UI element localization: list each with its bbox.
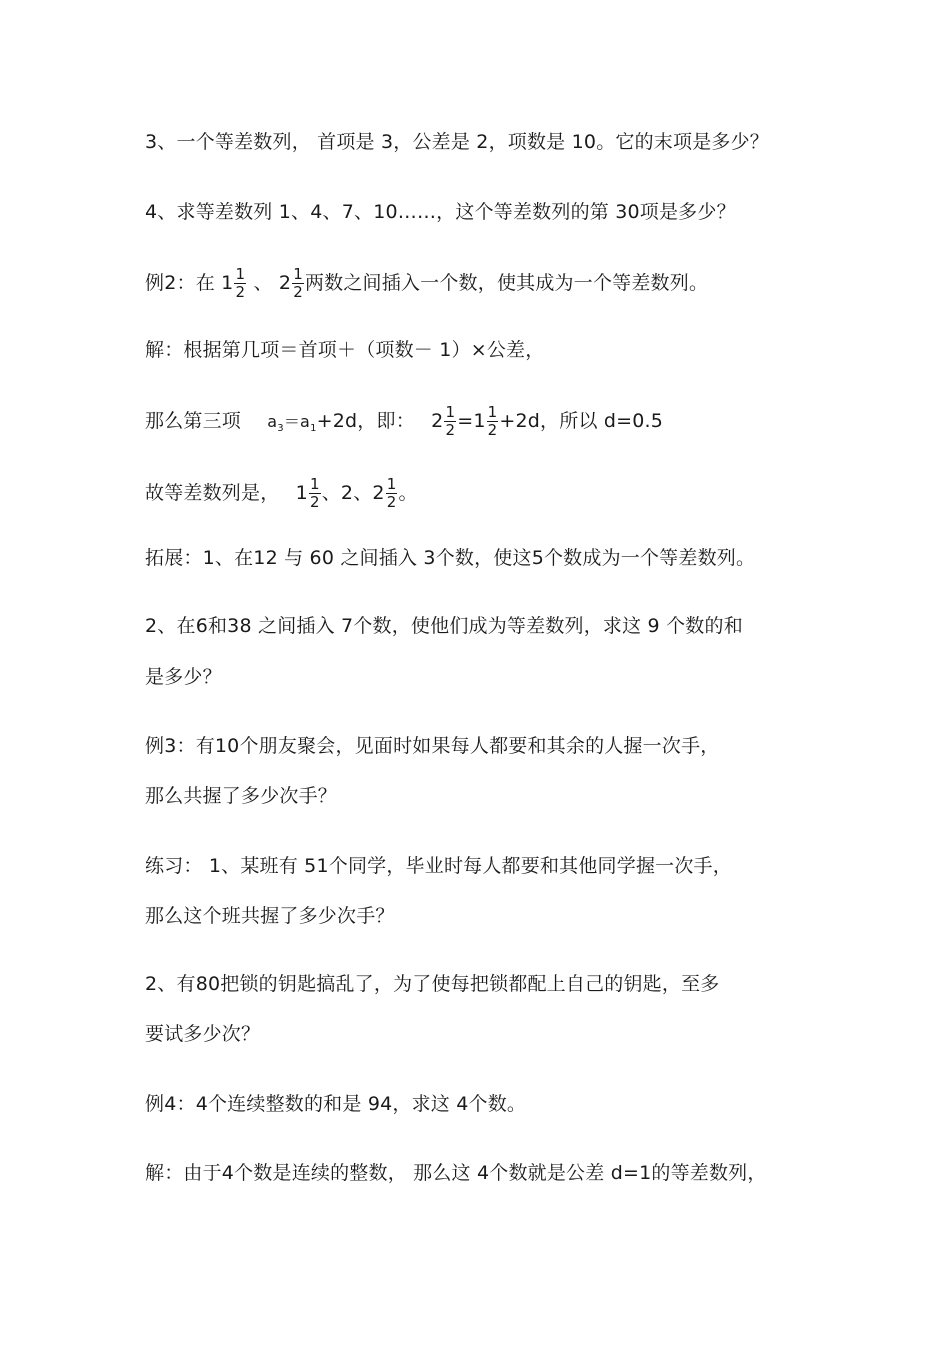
practice-2-line-2: 要试多少次？ [145,1023,261,1045]
mixed-number-whole: 2 [372,482,385,504]
fraction-numerator: 1 [293,265,303,283]
fraction [309,476,321,511]
subscript: 3 [277,423,284,434]
fraction [386,476,398,511]
text: +2d，即： [316,410,415,432]
fraction-denominator: 2 [445,421,456,439]
fraction [234,266,246,301]
fraction-numerator: 1 [445,403,456,421]
text: 。 [398,482,418,504]
exercise-3: 3、一个等差数列， 首项是 3，公差是 2，项数是 10。它的末项是多少？ [145,131,770,153]
example-2-question [145,266,708,301]
practice-2-line-1: 2、有80把锁的钥匙搞乱了，为了使每把锁都配上自己的钥匙，至多 [145,973,720,995]
extension-2-line-1: 2、在6和38 之间插入 7个数，使他们成为等差数列，求这 9 个数的和 [145,615,743,637]
text: 、2、 [321,482,373,504]
example-2-solution: 解：根据第几项＝首项＋（项数－ 1）×公差， [145,339,545,361]
mixed-number-whole: 1 [221,272,234,294]
fraction-denominator: 2 [309,493,320,511]
extension-1: 拓展：1、在12 与 60 之间插入 3个数，使这5个数成为一个等差数列。 [145,547,756,569]
fraction-denominator: 2 [235,283,246,301]
text: 两数之间插入一个数，使其成为一个等差数列。 [304,272,709,294]
extension-2-line-2: 是多少？ [145,666,222,688]
fraction-denominator: 2 [293,283,303,301]
fraction [444,404,456,439]
fraction-numerator: 1 [309,475,320,493]
text: =1 [457,410,486,432]
mixed-number-whole: 2 [431,410,444,432]
text: 例2：在 [145,272,215,294]
subscript: 1 [310,423,317,434]
mixed-number-whole: 1 [295,482,308,504]
example-4-question: 例4：4个连续整数的和是 94，求这 4个数。 [145,1093,527,1115]
fraction-numerator: 1 [386,475,397,493]
mixed-number-whole: 2 [278,272,292,294]
term-a: a [267,412,278,431]
text: 那么第三项 [145,410,242,432]
fraction [292,266,304,301]
fraction [487,404,499,439]
fraction-denominator: 2 [386,493,397,511]
text: 、 [253,272,273,294]
practice-1-line-1: 练习： 1、某班有 51个同学，毕业时每人都要和其他同学握一次手， [145,855,732,877]
example-4-solution: 解：由于4个数是连续的整数， 那么这 4个数就是公差 d=1的等差数列， [145,1162,767,1184]
example-2-answer [145,476,418,511]
example-3-line-2: 那么共握了多少次手？ [145,785,338,807]
fraction-numerator: 1 [235,265,246,283]
example-2-third-term [145,404,663,442]
fraction-numerator: 1 [487,403,498,421]
fraction-denominator: 2 [487,421,498,439]
practice-1-line-2: 那么这个班共握了多少次手？ [145,905,395,927]
exercise-4: 4、求等差数列 1、4、7、10……，这个等差数列的第 30项是多少？ [145,201,736,223]
text: ＝a [283,412,311,431]
example-3-line-1: 例3：有10个朋友聚会，见面时如果每人都要和其余的人握一次手， [145,735,720,757]
text: 故等差数列是， [145,482,280,504]
text: +2d，所以 d=0.5 [499,410,664,432]
